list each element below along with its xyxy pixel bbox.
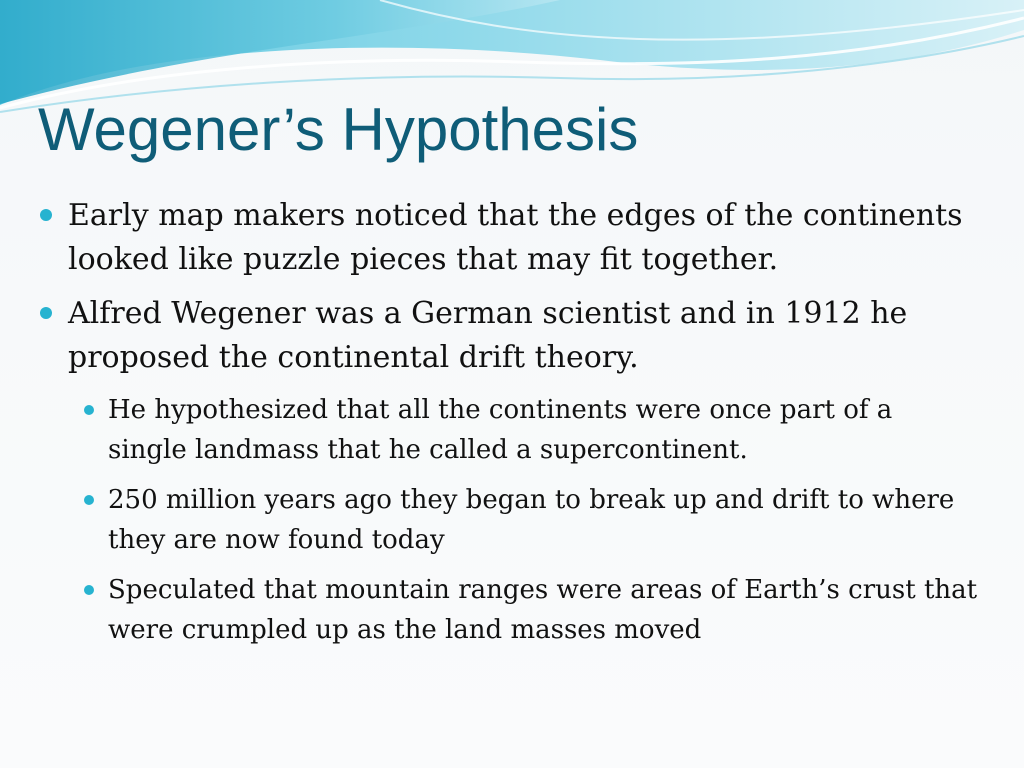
sub-bullet-dot-icon [84, 585, 94, 595]
sub-bullet-text: 250 million years ago they began to break up and drift to where they are now found today [108, 485, 955, 555]
bullet-text: Early map makers noticed that the edges of the continents looked like puzzle pieces that may fit together. [68, 198, 963, 277]
sub-bullet-text: He hypothesized that all the continents were once part of a single landmass that he called a supercontinent. [108, 395, 893, 465]
bullet-list [38, 194, 978, 660]
sub-bullet-text: Speculated that mountain ranges were areas of Earth’s crust that were crumpled up as the land masses moved [108, 575, 978, 645]
bullet-dot-icon [40, 307, 52, 319]
slide-title: Wegener’s Hypothesis [38, 96, 639, 163]
bullet-dot-icon [40, 209, 52, 221]
sub-bullet-item [108, 390, 978, 470]
bullet-item [38, 194, 978, 282]
bullet-text: Alfred Wegener was a German scientist and in 1912 he proposed the continental drift theory. [68, 296, 908, 375]
bullet-item [38, 292, 978, 380]
sub-bullet-dot-icon [84, 405, 94, 415]
sub-bullet-item [108, 570, 978, 650]
sub-bullet-dot-icon [84, 495, 94, 505]
sub-bullet-item [108, 480, 978, 560]
